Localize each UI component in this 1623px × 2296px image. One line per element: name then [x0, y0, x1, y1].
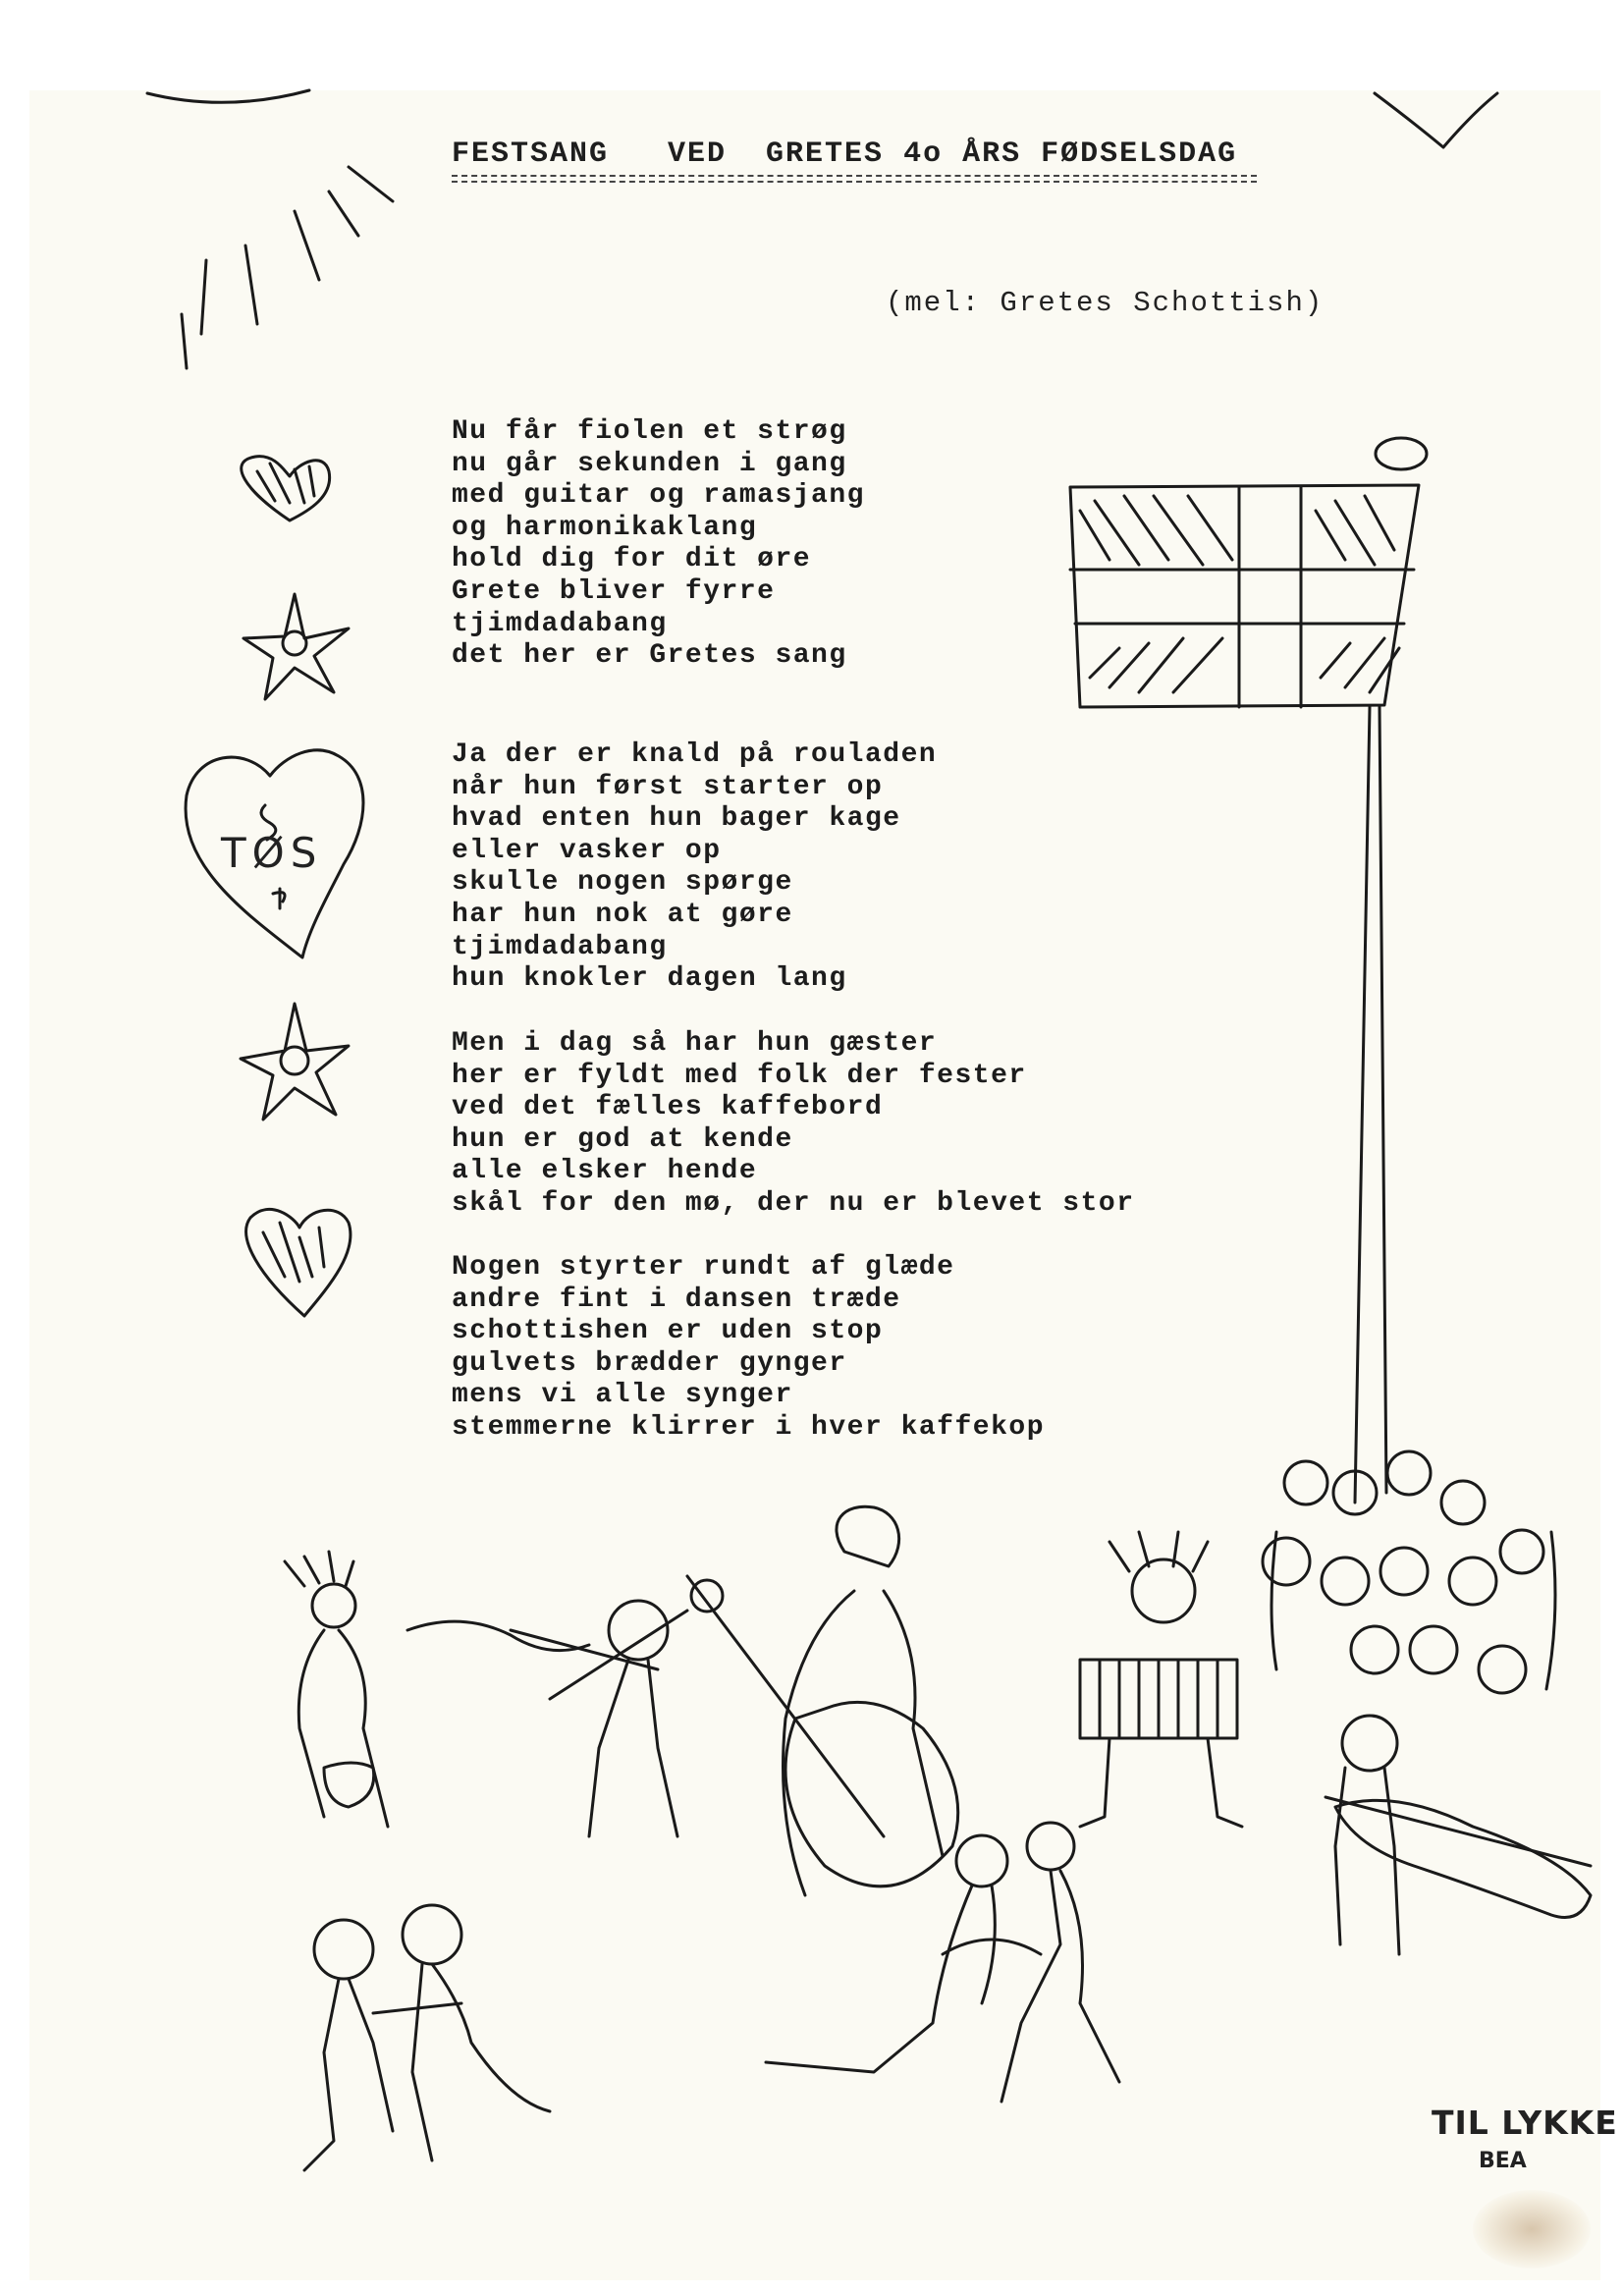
- verse-1: [452, 416, 1237, 673]
- page-title: FESTSANG VED GRETES 4o ÅRS FØDSELSDAG: [452, 137, 1238, 171]
- verse-line: hold dig for dit øre: [452, 544, 812, 575]
- star-icon: [243, 594, 349, 699]
- verse-line: hun knokler dagen lang: [452, 963, 847, 995]
- greeting-handwriting: TIL LYKKE: [1432, 2104, 1618, 2142]
- verse-line: skulle nogen spørge: [452, 867, 793, 899]
- verse-line: Nu får fiolen et strøg: [452, 416, 847, 447]
- signature-handwriting: BEA: [1479, 2149, 1527, 2173]
- verse-4: [452, 1252, 1237, 1445]
- verse-line: Men i dag så har hun gæster: [452, 1028, 938, 1059]
- sun-icon: [147, 90, 393, 368]
- verse-line: schottishen er uden stop: [452, 1316, 884, 1347]
- verse-line: mens vi alle synger: [452, 1380, 793, 1411]
- verse-line: Ja der er knald på rouladen: [452, 739, 938, 770]
- verse-line: eller vasker op: [452, 835, 722, 866]
- verse-line: hvad enten hun bager kage: [452, 803, 901, 835]
- verse-line: Grete bliver fyrre: [452, 575, 776, 607]
- verse-line: gulvets brædder gynger: [452, 1347, 847, 1379]
- verse-line: alle elsker hende: [452, 1156, 758, 1187]
- verse-line: ved det fælles kaffebord: [452, 1092, 884, 1123]
- verse-line: har hun nok at gøre: [452, 899, 793, 930]
- verse-line: med guitar og ramasjang: [452, 480, 865, 512]
- melody-note: (mel: Gretes Schottish): [886, 287, 1325, 319]
- musicians-illustration: [285, 1451, 1591, 2170]
- verse-line: og harmonikaklang: [452, 512, 758, 543]
- verse-line: her er fyldt med folk der fester: [452, 1060, 1027, 1091]
- verse-line: når hun først starter op: [452, 771, 884, 802]
- verse-line: hun er god at kende: [452, 1123, 793, 1155]
- heart-icon: [246, 1209, 351, 1316]
- verse-line: skål for den mø, der nu er blevet stor: [452, 1187, 1135, 1219]
- verse-line: andre fint i dansen træde: [452, 1284, 901, 1315]
- verse-line: stemmerne klirrer i hver kaffekop: [452, 1411, 1045, 1443]
- verse-line: det her er Gretes sang: [452, 640, 847, 672]
- heart-handwriting: TØS: [221, 829, 323, 877]
- verse-line: tjimdadabang: [452, 608, 668, 639]
- heart-icon: [1375, 93, 1497, 147]
- star-icon: [241, 1004, 349, 1120]
- verse-3: [452, 1028, 1237, 1221]
- verse-2: [452, 739, 1237, 996]
- coffee-stain: [1473, 2190, 1591, 2269]
- title-underline: [452, 175, 1257, 183]
- verse-line: tjimdadabang: [452, 931, 668, 962]
- verse-line: nu går sekunden i gang: [452, 448, 847, 479]
- verse-line: Nogen styrter rundt af glæde: [452, 1252, 955, 1283]
- heart-icon: [242, 457, 330, 520]
